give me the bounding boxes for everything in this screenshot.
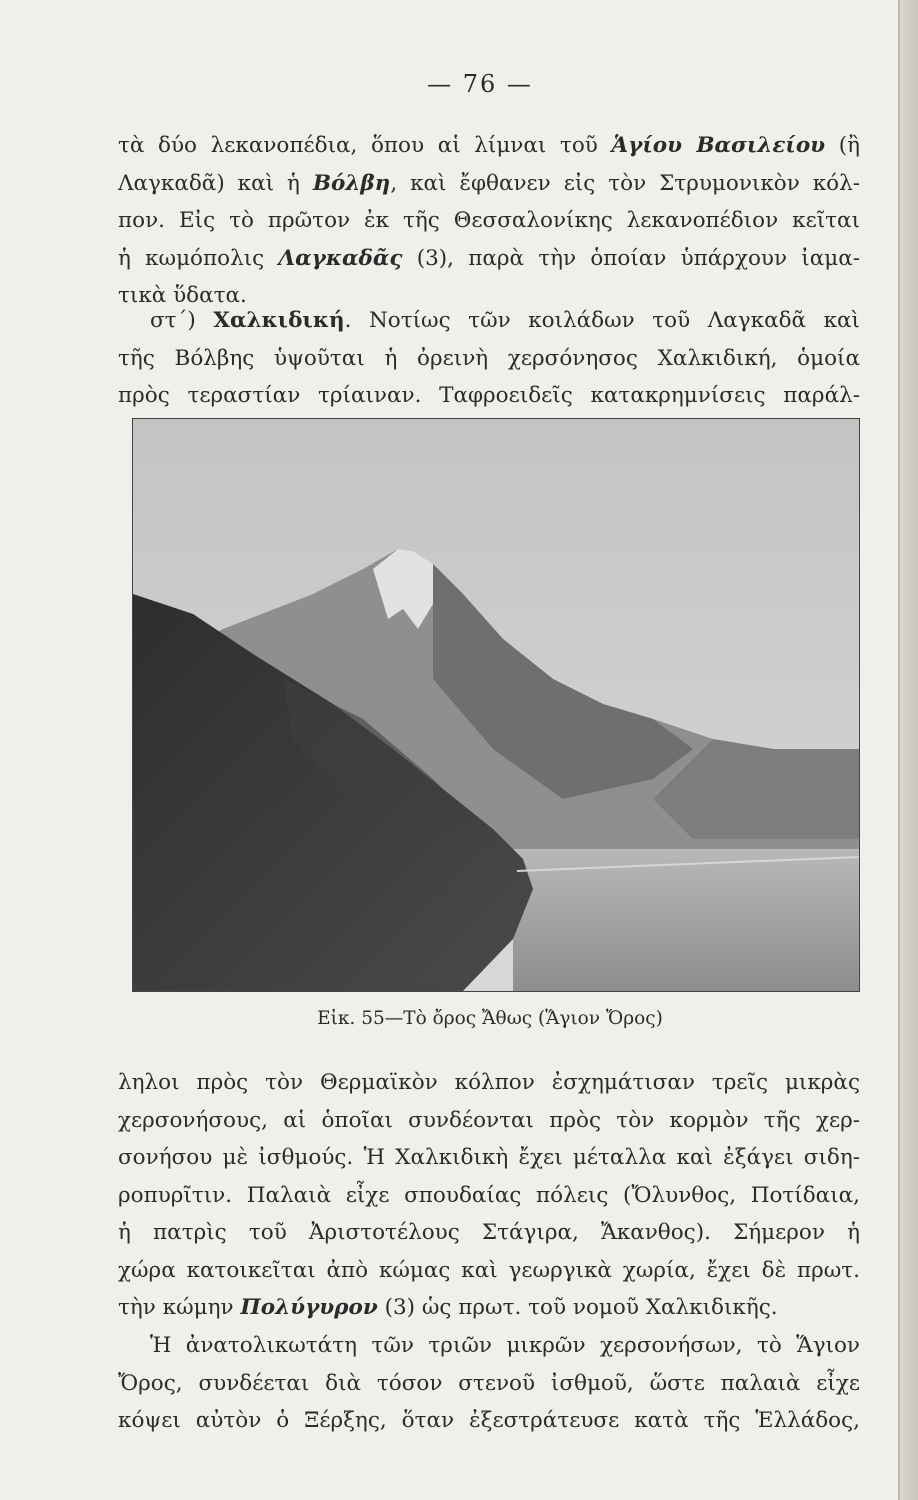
text-line: πον. Εἰς τὸ πρῶτον ἐκ τῆς Θεσσαλονίκης λεκανοπέδιον κεῖται	[118, 208, 860, 233]
text-span: (ἢ	[825, 133, 860, 158]
text-line: Ἡ ἀνατολικωτάτη τῶν τριῶν μικρῶν χερσονήσων, τὸ Ἅγιον	[150, 1333, 860, 1358]
term-lagkadas: Λαγκαδᾶς	[278, 245, 403, 271]
term-agios-vasileios: Ἁγίου Βασιλείου	[611, 133, 826, 158]
paragraph-peninsulas	[118, 1064, 860, 1327]
text-line: ροπυρῖτιν. Παλαιὰ εἶχε σπουδαίας πόλεις (Ὄλυνθος, Ποτίδαια,	[118, 1182, 860, 1208]
text-line: χερσονήσους, αἱ ὁποῖαι συνδέονται πρὸς τὸν κορμὸν τῆς χερ-	[118, 1107, 860, 1133]
paragraph-lakes	[118, 127, 860, 315]
text-span: Λαγκαδᾶ) καὶ ἡ	[118, 170, 313, 196]
text-line	[118, 240, 860, 278]
page-number: — 76 —	[427, 70, 533, 98]
text-span: τὰ δύο λεκανοπέδια, ὅπου αἱ λίμναι τοῦ	[118, 133, 612, 158]
text-line: κόψει αὐτὸν ὁ Ξέρξης, ὅταν ἐξεστράτευσε κατὰ τῆς Ἑλλάδος,	[118, 1408, 860, 1433]
text-line	[118, 302, 860, 340]
mount-athos-photo	[132, 418, 860, 992]
term-volvi: Βόλβη	[312, 170, 391, 196]
text-line: σονήσου μὲ ἰσθμούς. Ἡ Χαλκιδικὴ ἔχει μέταλλα καὶ ἐξάγει σιδη-	[118, 1145, 860, 1170]
text-line: ἡ πατρὶς τοῦ Ἀριστοτέλους Στάγιρα, Ἄκανθος). Σήμερον ἡ	[118, 1220, 860, 1245]
text-line: Ὄρος, συνδέεται διὰ τόσον στενοῦ ἰσθμοῦ, ὥστε παλαιὰ εἶχε	[118, 1370, 860, 1396]
paragraph-mount-athos	[118, 1327, 860, 1440]
text-line	[118, 1289, 860, 1327]
text-line: χώρα κατοικεῖται ἀπὸ κώμας καὶ γεωργικὰ χωρία, ἔχει δὲ πρωτ.	[118, 1257, 860, 1283]
text-line: πρὸς τεραστίαν τρίαιναν. Ταφροειδεῖς κατακρημνίσεις παράλ-	[118, 383, 860, 408]
text-span: (3) ὡς πρωτ. τοῦ νομοῦ Χαλκιδικῆς.	[377, 1295, 778, 1320]
text-span: . Νοτίως τῶν κοιλάδων τοῦ Λαγκαδᾶ καὶ	[344, 308, 860, 333]
text-span: (3), παρὰ τὴν ὁποίαν ὑπάρχουν ἰαμα-	[402, 245, 860, 271]
text-line: τῆς Βόλβης ὑψοῦται ἡ ὀρεινὴ χερσόνησος Χαλκιδική, ὁμοία	[118, 345, 860, 371]
figure-caption: Εἰκ. 55—Τὸ ὄρος Ἄθως (Ἅγιον Ὄρος)	[317, 1008, 663, 1029]
paragraph-chalkidiki	[118, 302, 860, 415]
text-span: τὴν κώμην	[118, 1295, 241, 1320]
text-line	[118, 165, 860, 203]
text-line	[118, 127, 860, 165]
term-polygyros: Πολύγυρον	[240, 1295, 378, 1320]
section-marker: στ΄)	[150, 308, 214, 333]
section-heading: Χαλκιδική	[213, 308, 345, 333]
text-span: ἡ κωμόπολις	[118, 245, 279, 271]
mountain-landscape-image	[133, 419, 859, 991]
book-spine-edge	[898, 0, 918, 1500]
text-line: ληλοι πρὸς τὸν Θερμαϊκὸν κόλπον ἐσχημάτισαν τρεῖς μικρὰς	[118, 1070, 860, 1095]
text-line: τικὰ ὕδατα.	[118, 283, 247, 308]
text-span: , καὶ ἔφθανεν εἰς τὸν Στρυμονικὸν κόλ-	[390, 170, 860, 196]
